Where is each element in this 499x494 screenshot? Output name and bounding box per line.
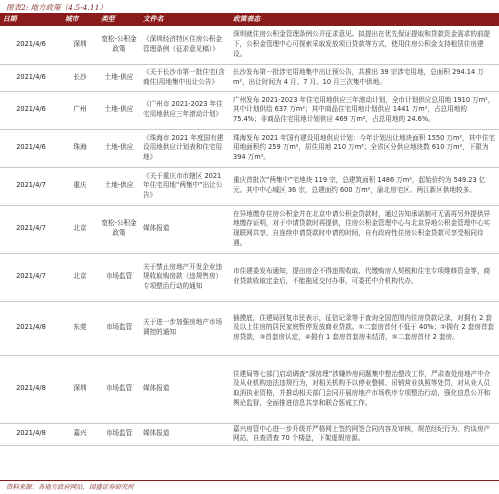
row-content: 插摸底，住建局回复市民表示，征信记录等于查询全国范围内住房贷款记录，对拥有 2 套及以上住房的居民家庭暂停发放商业贷款。①二套房首付不低于 40%；②拥有 2 套房首套房贷款，③首套房认定，④拥有 1 套房首套房未结清，⑤二套房首付 2 套房。: [230, 301, 499, 355]
row-type: 土地-供应: [98, 91, 140, 129]
table-row: [0, 355, 499, 423]
table-header-row: [0, 14, 499, 26]
row-city: 嘉兴: [62, 423, 98, 445]
table-row: [0, 423, 499, 445]
header-city: 城市: [62, 14, 98, 26]
row-content: 重庆首批次“两集中”宅地块 119 宗，总建筑面积 1486 万m²，起始价约为 549.23 亿元。其中中心城区 36 宗，总建面约 600 万m²，渝北房宅区、两江新区供地较多。: [230, 167, 499, 205]
table-row: [0, 91, 499, 129]
row-type: 市场监管: [98, 253, 140, 301]
row-doc: 媒体报道: [140, 355, 230, 423]
row-doc: 《关于重庆市市辖区 2021 年住宅用地“两集中”出让公告》: [140, 167, 230, 205]
header-doc: 文件名: [140, 14, 230, 26]
row-city: 深圳: [62, 26, 98, 64]
table-row: [0, 167, 499, 205]
row-date: 2021/4/8: [0, 423, 62, 445]
source-note: 资料来源：各地方政府网站，国盛证券研究所: [6, 483, 134, 491]
row-date: 2021/4/8: [0, 355, 62, 423]
row-doc: 关于进一步加强房地产市场调控的通知: [140, 301, 230, 355]
row-content: 广州发布 2021-2023 年住宅用地供应三年滚动计划，全市计划供应总用地 1910 万m²，其中计划供给 637 万m²；其中商品住宅用地计划供应 1441 万m²，占总用地的 75.4%；非商品住宅用地计划供应 469 万m²，占总用地的 24.6%。: [230, 91, 499, 129]
header-type: 类型: [98, 14, 140, 26]
row-content: 嘉兴房管中心进一步升级并严格网上签约网签合同内容及审核，规范经纪行为，约谈房产网站，自查清查 70 个楼盘，下架虚假房源。: [230, 423, 499, 445]
row-doc: 关于禁止房地产开发企业违规收取购房款（违规售房）专项整治行动的通知: [140, 253, 230, 301]
row-date: 2021/4/7: [0, 167, 62, 205]
row-type: 市场监管: [98, 301, 140, 355]
row-doc: 媒体报道: [140, 205, 230, 253]
row-type: 土地-供应: [98, 129, 140, 167]
row-city: 北京: [62, 253, 98, 301]
row-doc: 《广州市 2021-2023 年住宅用地供应三年滚动计划》: [140, 91, 230, 129]
row-city: 广州: [62, 91, 98, 129]
row-doc: 媒体报道: [140, 423, 230, 445]
table-row: [0, 253, 499, 301]
row-content: 珠海发布 2021 年国有建设用地供应计划：今年计划出让地块面积 1550 万m²，其中住宅用地面积约 259 万m²，居住用地 210 万m²；全省区分供应地块数 610 万m²，下限为 394 万m²。: [230, 129, 499, 167]
row-type: 市场监管: [98, 355, 140, 423]
row-date: 2021/4/7: [0, 205, 62, 253]
row-content: 市住建委发布通知，提出房企不得违规收取、代缴购房人契税和住宅专项维修资金等，商业贷款收取定金后，不能拖延交付办事，可委托中介机构代办。: [230, 253, 499, 301]
row-city: 东莞: [62, 301, 98, 355]
row-type: 宽松-公积金政策: [98, 26, 140, 64]
row-city: 重庆: [62, 167, 98, 205]
table-row: [0, 129, 499, 167]
row-type: 土地-供应: [98, 167, 140, 205]
row-doc: 《关于长沙市第一批住宅(含商住)用地集中出让公告》: [140, 64, 230, 91]
row-date: 2021/4/6: [0, 129, 62, 167]
row-city: 北京: [62, 205, 98, 253]
row-type: 市场监管: [98, 423, 140, 445]
table-row: [0, 301, 499, 355]
row-type: 土地-供应: [98, 64, 140, 91]
policy-table: [0, 14, 499, 446]
header-content: 政策表态: [230, 14, 499, 26]
table-row: [0, 26, 499, 64]
row-city: 深圳: [62, 355, 98, 423]
row-date: 2021/4/7: [0, 253, 62, 301]
row-content: 长沙发布第一批涉宅用地集中出让预公告，共推出 39 宗涉宅用地，总面积 294.14 万m²，出让时间为 4 月、7 月、10 月三次集中供地。: [230, 64, 499, 91]
row-doc: 《深圳经济特区住房公积金管理条例（征求意见稿）》: [140, 26, 230, 64]
row-type: 宽松-公积金政策: [98, 205, 140, 253]
row-city: 珠海: [62, 129, 98, 167]
row-city: 长沙: [62, 64, 98, 91]
header-date: 日期: [0, 14, 62, 26]
table-row: [0, 64, 499, 91]
row-date: 2021/4/6: [0, 26, 62, 64]
row-date: 2021/4/6: [0, 91, 62, 129]
row-content: 在异地缴存住房公积金并在北京申请公积金贷款时，通过告知承诺制可无需再另外提供异地缴存证明，对于申请贷款时再提供，住房公积金管理中心与北京异地公积金管理中心实现联网共享，自连续申请贷款时申请的时间，自有政府性住房公积金贷款可享受相同待遇。: [230, 205, 499, 253]
row-content: 住建局等七部门启动调查“深房理”涉嫌炒房问题集中整治整改工作，严肃查处房地产中介及从业机构违法违规行为，对相关机构予以停业整顿、吊销营业执照等处罚，对从业人员取消执业资格，并推动相关部门会同开展房地产市场秩序专项整治行动，强化信息公开和舆论监督，全面推进信息共享和联合惩戒工作。: [230, 355, 499, 423]
row-date: 2021/4/8: [0, 301, 62, 355]
table-row: [0, 205, 499, 253]
row-content: 深圳就住房公积金管理条例公开征求意见。拟提出在优先保证提取和贷款资金需求的前提下，公积金管理中心可探索采取发放项目贷款等方式，使用住房公积金支持租赁住房建设。: [230, 26, 499, 64]
row-date: 2021/4/6: [0, 64, 62, 91]
row-doc: 《珠海市 2021 年度国有建设用地供应计划表和住宅用地》: [140, 129, 230, 167]
bottom-rule: [0, 480, 499, 481]
chart-caption: 图表2: 地方政策（4.5-4.11）: [6, 3, 107, 12]
